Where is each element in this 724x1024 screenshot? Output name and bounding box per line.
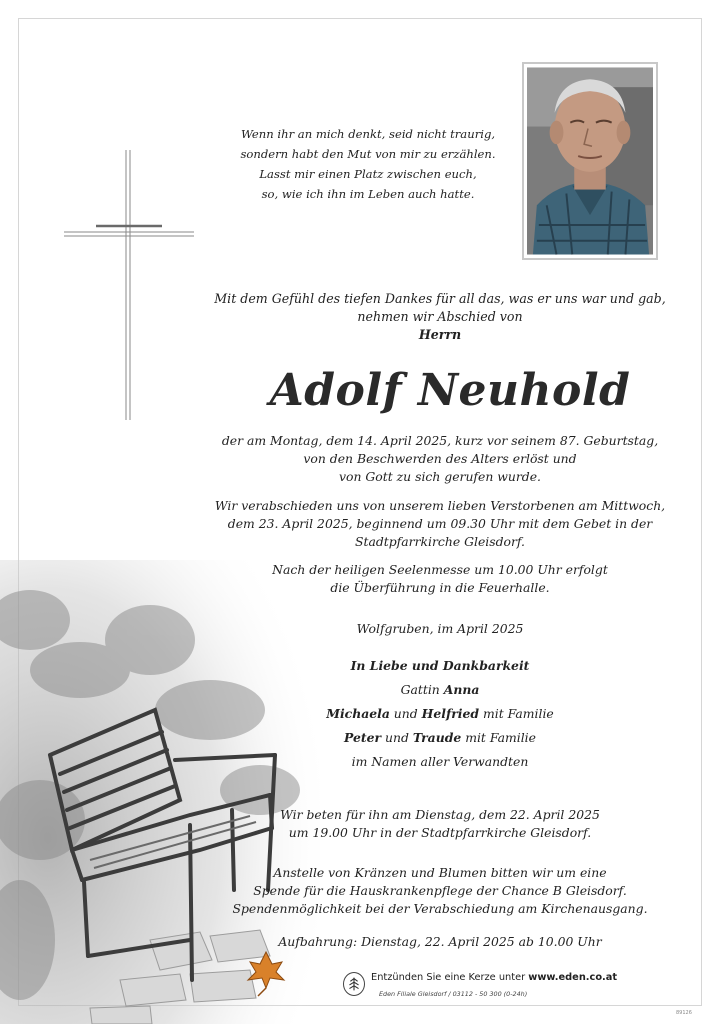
farewell-line: dem 23. April 2025, beginnend um 09.30 Uhr mit dem Gebet in der bbox=[227, 516, 653, 531]
donation-line: Anstelle von Kränzen und Blumen bitten wir um eine bbox=[273, 865, 607, 880]
intro-text bbox=[200, 290, 680, 344]
transfer-line: Nach der heiligen Seelenmesse um 10.00 Uhr erfolgt bbox=[272, 562, 608, 577]
prayer-line: um 19.00 Uhr in der Stadtpfarrkirche Gleisdorf. bbox=[288, 825, 592, 840]
mourners-heading: In Liebe und Dankbarkeit bbox=[350, 658, 530, 673]
mourner-line bbox=[214, 702, 666, 726]
viewing-notice: Aufbahrung: Dienstag, 22. April 2025 ab 10.00 Uhr bbox=[278, 934, 602, 949]
reference-code: 89126 bbox=[676, 1010, 692, 1016]
farewell-line: Stadtpfarrkirche Gleisdorf. bbox=[354, 534, 525, 549]
mourner-text: Gattin bbox=[400, 682, 444, 697]
farewell-line: Wir verabschieden uns von unserem lieben Verstorbenen am Mittwoch, bbox=[214, 498, 666, 513]
mourner-line bbox=[214, 726, 666, 750]
eden-link[interactable]: www.eden.co.at bbox=[528, 972, 618, 983]
death-notice-line: von Gott zu sich gerufen wurde. bbox=[339, 469, 541, 484]
death-notice-line: der am Montag, dem 14. April 2025, kurz vor seinem 87. Geburtstag, bbox=[221, 433, 659, 448]
mourner-name: Anna bbox=[443, 682, 480, 697]
donation-line: Spende für die Hauskrankenpflege der Chance B Gleisdorf. bbox=[253, 883, 627, 898]
poem-line: sondern habt den Mut von mir zu erzählen. bbox=[240, 147, 496, 161]
deceased-name: Adolf Neuhold bbox=[269, 365, 631, 416]
poem-line: Lasst mir einen Platz zwischen euch, bbox=[259, 167, 477, 181]
mourner-text: mit Familie bbox=[461, 730, 536, 745]
candle-footer bbox=[335, 968, 618, 1002]
death-notice bbox=[214, 432, 666, 486]
prayer-notice bbox=[214, 806, 666, 842]
cross-icon bbox=[62, 148, 196, 422]
donation-line: Spendenmöglichkeit bei der Verabschiedung am Kirchenausgang. bbox=[232, 901, 648, 916]
mourner-name: Traude bbox=[412, 730, 462, 745]
portrait-photo bbox=[522, 62, 658, 260]
mourner-line bbox=[214, 678, 666, 702]
transfer-notice bbox=[214, 561, 666, 597]
mourners-list bbox=[214, 654, 666, 774]
poem-line: so, wie ich ihn im Leben auch hatte. bbox=[261, 187, 475, 201]
prayer-line: Wir beten für ihn am Dienstag, dem 22. April 2025 bbox=[280, 807, 600, 822]
mourner-text: mit Familie bbox=[479, 706, 554, 721]
mourner-name: Peter bbox=[344, 730, 382, 745]
mourner-text: und bbox=[381, 730, 413, 745]
candle-label: Entzünden Sie eine Kerze unter bbox=[371, 972, 529, 983]
eden-logo-icon bbox=[343, 972, 365, 996]
branch-info: Eden Filiale Gleisdorf / 03112 - 50 300 (0-24h) bbox=[379, 990, 528, 998]
farewell-notice bbox=[214, 497, 666, 551]
mourner-line: im Namen aller Verwandten bbox=[351, 754, 529, 769]
donation-notice bbox=[214, 864, 666, 918]
intro-line: nehmen wir Abschied von bbox=[357, 309, 523, 324]
place-date: Wolfgruben, im April 2025 bbox=[356, 621, 524, 636]
death-notice-line: von den Beschwerden des Alters erlöst und bbox=[303, 451, 577, 466]
mourner-name: Helfried bbox=[421, 706, 480, 721]
intro-line: Mit dem Gefühl des tiefen Dankes für all das, was er uns war und gab, bbox=[214, 291, 666, 306]
transfer-line: die Überführung in die Feuerhalle. bbox=[330, 580, 550, 595]
poem-verse bbox=[232, 124, 504, 204]
salutation: Herrn bbox=[418, 327, 462, 342]
poem-line: Wenn ihr an mich denkt, seid nicht traurig, bbox=[240, 127, 496, 141]
mourner-text: und bbox=[389, 706, 422, 721]
candle-text bbox=[371, 972, 617, 983]
mourner-name: Michaela bbox=[326, 706, 390, 721]
